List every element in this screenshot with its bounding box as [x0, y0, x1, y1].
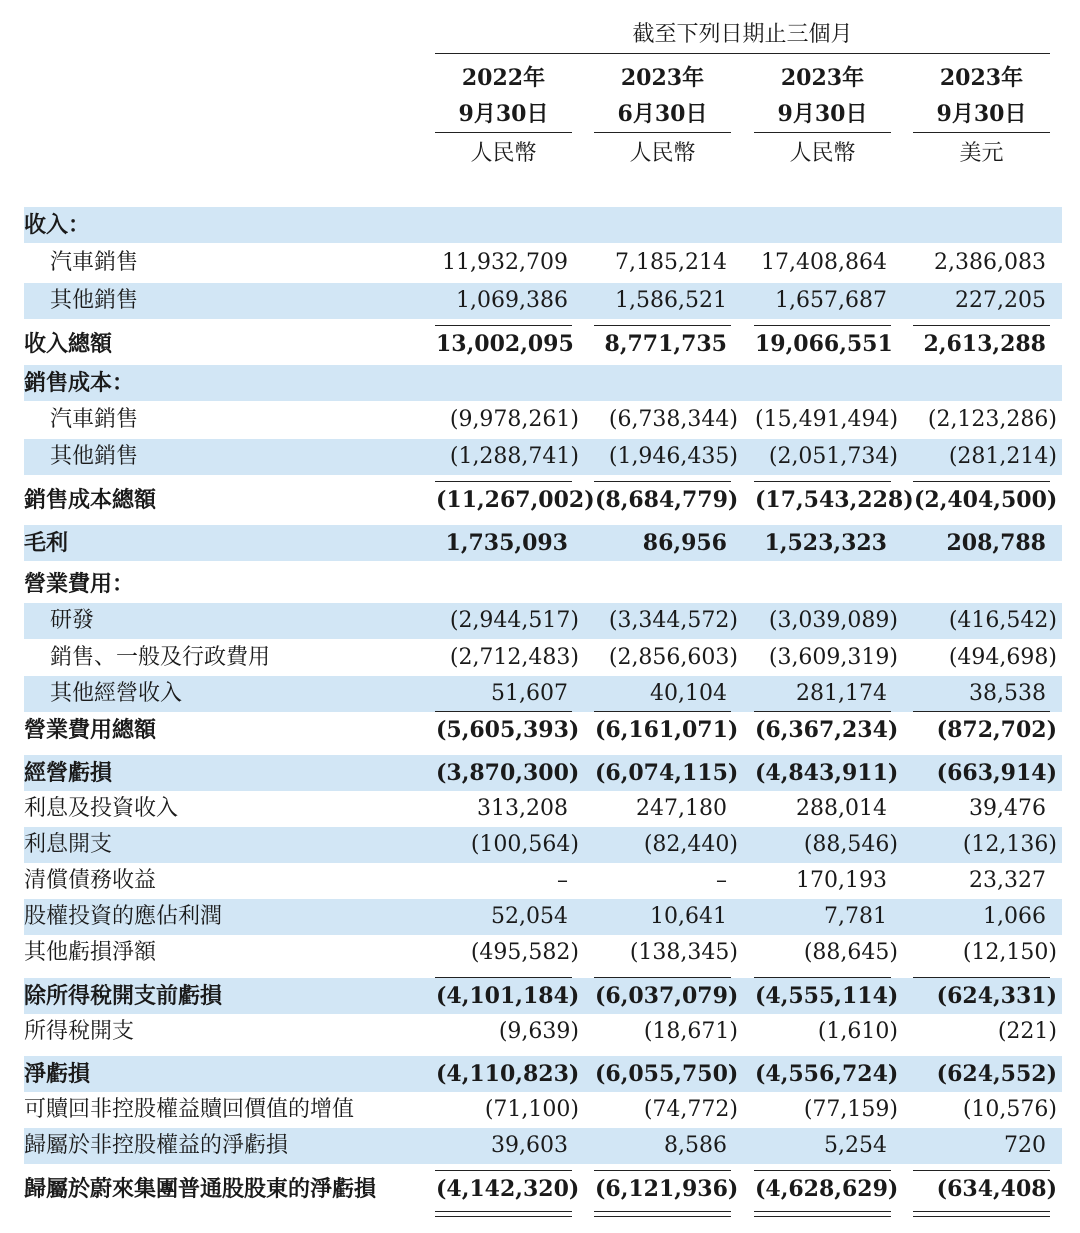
column-date: 9月30日 — [777, 101, 868, 127]
table-row-total — [24, 755, 1062, 791]
subtotal-rule — [913, 481, 1050, 482]
subtotal-rule — [754, 1170, 891, 1171]
column-header-3 — [754, 60, 891, 175]
table-row-total — [24, 525, 1062, 561]
subtotal-rule — [913, 325, 1050, 326]
subtotal-rule — [754, 481, 891, 482]
row-label: 其他銷售 — [50, 444, 139, 469]
row-label: 股權投資的應佔利潤 — [24, 904, 223, 929]
column-year: 2023年 — [939, 65, 1024, 91]
row-value: 51,607 — [491, 681, 568, 706]
row-value: (17,543,228) — [755, 487, 914, 513]
row-value: (3,609,319) — [768, 645, 898, 670]
row-value: 5,254 — [824, 1133, 887, 1158]
table-row-grand-total — [24, 1171, 1062, 1207]
row-value: (495,582) — [470, 940, 579, 965]
row-value: 7,781 — [824, 904, 887, 929]
row-value: 313,208 — [477, 796, 568, 821]
column-date: 9月30日 — [458, 101, 549, 127]
row-label: 所得稅開支 — [24, 1019, 135, 1044]
row-value: (4,843,911) — [755, 760, 899, 786]
row-value: (1,946,435) — [608, 444, 738, 469]
period-title: 截至下列日期止三個月 — [632, 22, 853, 47]
column-rule — [913, 132, 1050, 133]
row-value: 1,735,093 — [445, 530, 568, 556]
row-value: 1,586,521 — [615, 288, 727, 313]
row-label: 毛利 — [24, 530, 69, 556]
row-label: 利息開支 — [24, 832, 113, 857]
column-date: 9月30日 — [936, 101, 1027, 127]
row-label: 其他銷售 — [50, 288, 139, 313]
column-currency: 人民幣 — [629, 141, 696, 166]
subtotal-rule — [754, 711, 891, 712]
table-row — [24, 283, 1062, 319]
row-label: 汽車銷售 — [50, 407, 139, 432]
column-currency: 人民幣 — [470, 141, 537, 166]
subtotal-rule — [754, 977, 891, 978]
row-label: 利息及投資收入 — [24, 796, 179, 821]
column-currency: 美元 — [959, 141, 1004, 166]
row-label: 銷售成本： — [24, 370, 135, 396]
table-row — [24, 1092, 1062, 1128]
row-value: 208,788 — [946, 530, 1046, 556]
subtotal-rule — [913, 1170, 1050, 1171]
row-value: (18,671) — [643, 1019, 738, 1044]
column-rule — [594, 132, 731, 133]
row-value: (82,440) — [643, 832, 738, 857]
row-label: 研發 — [50, 608, 95, 633]
grand-total-double-rule — [754, 1211, 891, 1217]
column-rule — [435, 132, 572, 133]
table-row-total — [24, 978, 1062, 1014]
row-value: 1,523,323 — [764, 530, 887, 556]
row-value: (4,101,184) — [436, 983, 580, 1009]
row-value: (6,738,344) — [608, 407, 738, 432]
section-cost-heading — [24, 365, 1062, 401]
row-value: (416,542) — [948, 608, 1057, 633]
row-value: 13,002,095 — [436, 331, 574, 357]
row-value: (2,712,483) — [449, 645, 579, 670]
row-value: (2,123,286) — [927, 407, 1057, 432]
row-value: 19,066,551 — [755, 331, 893, 357]
row-label: 歸屬於非控股權益的淨虧損 — [24, 1133, 289, 1158]
row-value: (4,110,823) — [436, 1061, 580, 1087]
column-year: 2022年 — [461, 65, 546, 91]
row-value: – — [557, 868, 568, 893]
subtotal-rule — [435, 711, 572, 712]
row-value: 8,586 — [664, 1133, 727, 1158]
row-value: (1,610) — [817, 1019, 898, 1044]
row-value: 11,932,709 — [442, 250, 568, 275]
subtotal-rule — [594, 977, 731, 978]
table-row-total — [24, 1056, 1062, 1092]
row-label: 其他經營收入 — [50, 681, 183, 706]
row-value: (77,159) — [803, 1097, 898, 1122]
table-row — [24, 245, 1062, 281]
row-label: 收入： — [24, 212, 91, 238]
row-value: (4,555,114) — [755, 983, 899, 1009]
subtotal-rule — [594, 325, 731, 326]
row-value: 2,613,288 — [923, 331, 1046, 357]
row-value: (74,772) — [643, 1097, 738, 1122]
row-value: 23,327 — [969, 868, 1046, 893]
subtotal-rule — [435, 325, 572, 326]
row-value: (88,645) — [803, 940, 898, 965]
row-value: (3,039,089) — [768, 608, 898, 633]
subtotal-rule — [435, 1170, 572, 1171]
table-row — [24, 899, 1062, 935]
column-rule — [754, 132, 891, 133]
subtotal-rule — [913, 977, 1050, 978]
subtotal-rule — [594, 1170, 731, 1171]
row-value: (663,914) — [936, 760, 1057, 786]
row-value: (3,344,572) — [608, 608, 738, 633]
row-value: 38,538 — [969, 681, 1046, 706]
row-label: 營業費用總額 — [24, 717, 157, 743]
table-row — [24, 640, 1062, 676]
row-value: 40,104 — [650, 681, 727, 706]
row-value: 720 — [1004, 1133, 1046, 1158]
row-value: 39,603 — [491, 1133, 568, 1158]
row-value: (138,345) — [629, 940, 738, 965]
subtotal-rule — [594, 481, 731, 482]
row-value: (11,267,002) — [436, 487, 595, 513]
row-value: (71,100) — [484, 1097, 579, 1122]
subtotal-rule — [435, 481, 572, 482]
subtotal-rule — [913, 711, 1050, 712]
row-value: 227,205 — [955, 288, 1046, 313]
row-value: (494,698) — [948, 645, 1057, 670]
row-value: 8,771,735 — [604, 331, 727, 357]
row-value: (6,074,115) — [595, 760, 739, 786]
row-label: 營業費用： — [24, 571, 135, 597]
row-label: 淨虧損 — [24, 1061, 91, 1087]
row-label: 清償債務收益 — [24, 868, 157, 893]
grand-total-double-rule — [913, 1211, 1050, 1217]
column-year: 2023年 — [620, 65, 705, 91]
section-revenue-heading — [24, 207, 1062, 243]
table-row — [24, 827, 1062, 863]
table-row — [24, 791, 1062, 827]
row-value: (4,628,629) — [755, 1176, 899, 1202]
row-value: (4,142,320) — [436, 1176, 580, 1202]
row-value: (88,546) — [803, 832, 898, 857]
row-value: (624,331) — [936, 983, 1057, 1009]
row-value: (221) — [997, 1019, 1057, 1044]
section-opex-heading — [24, 566, 1062, 602]
row-value: (6,161,071) — [595, 717, 739, 743]
row-value: (5,605,393) — [436, 717, 580, 743]
row-value: 170,193 — [796, 868, 887, 893]
row-label: 除所得稅開支前虧損 — [24, 983, 223, 1009]
row-value: 52,054 — [491, 904, 568, 929]
row-value: 1,069,386 — [456, 288, 568, 313]
table-row — [24, 935, 1062, 971]
subtotal-rule — [435, 977, 572, 978]
table-row-total — [24, 482, 1062, 518]
row-value: (2,944,517) — [449, 608, 579, 633]
table-row — [24, 863, 1062, 899]
row-label: 銷售、一般及行政費用 — [50, 645, 271, 670]
row-label: 其他虧損淨額 — [24, 940, 157, 965]
row-value: 1,066 — [983, 904, 1046, 929]
column-header-2 — [594, 60, 731, 175]
row-value: (8,684,779) — [595, 487, 739, 513]
table-row-total — [24, 712, 1062, 748]
column-header-1 — [435, 60, 572, 175]
row-value: (6,037,079) — [595, 983, 739, 1009]
row-value: (6,367,234) — [755, 717, 899, 743]
row-value: (2,051,734) — [768, 444, 898, 469]
row-value: (12,136) — [962, 832, 1057, 857]
row-value: (2,856,603) — [608, 645, 738, 670]
column-header-4 — [913, 60, 1050, 175]
row-value: (1,288,741) — [449, 444, 579, 469]
table-row — [24, 1128, 1062, 1164]
row-value: (4,556,724) — [755, 1061, 899, 1087]
row-label: 歸屬於蔚來集團普通股股東的淨虧損 — [24, 1176, 377, 1202]
row-label: 經營虧損 — [24, 760, 113, 786]
column-year: 2023年 — [780, 65, 865, 91]
table-row — [24, 676, 1062, 712]
row-label: 銷售成本總額 — [24, 487, 157, 513]
column-currency: 人民幣 — [789, 141, 856, 166]
row-value: (624,552) — [936, 1061, 1057, 1087]
row-value: (15,491,494) — [755, 407, 899, 432]
row-label: 汽車銷售 — [50, 250, 139, 275]
row-value: (872,702) — [936, 717, 1057, 743]
column-date: 6月30日 — [617, 101, 708, 127]
row-value: 10,641 — [650, 904, 727, 929]
subtotal-rule — [754, 325, 891, 326]
row-label: 收入總額 — [24, 331, 113, 357]
row-value: (6,121,936) — [595, 1176, 739, 1202]
row-value: (10,576) — [962, 1097, 1057, 1122]
row-value: 1,657,687 — [775, 288, 887, 313]
table-row — [24, 402, 1062, 438]
row-value: 281,174 — [796, 681, 887, 706]
subtotal-rule — [594, 711, 731, 712]
grand-total-double-rule — [435, 1211, 572, 1217]
row-value: 247,180 — [636, 796, 727, 821]
row-value: 86,956 — [642, 530, 727, 556]
row-value: 17,408,864 — [761, 250, 887, 275]
row-value: (100,564) — [470, 832, 579, 857]
grand-total-double-rule — [594, 1211, 731, 1217]
row-value: (634,408) — [936, 1176, 1057, 1202]
row-value: (2,404,500) — [914, 487, 1058, 513]
period-rule — [435, 53, 1050, 54]
row-label: 可贖回非控股權益贖回價值的增值 — [24, 1097, 355, 1122]
row-value: (9,639) — [498, 1019, 579, 1044]
row-value: (9,978,261) — [449, 407, 579, 432]
row-value: (281,214) — [948, 444, 1057, 469]
row-value: (12,150) — [962, 940, 1057, 965]
table-row-total — [24, 326, 1062, 362]
table-row — [24, 603, 1062, 639]
table-row — [24, 439, 1062, 475]
row-value: 2,386,083 — [934, 250, 1046, 275]
row-value: 39,476 — [969, 796, 1046, 821]
row-value: (6,055,750) — [595, 1061, 739, 1087]
row-value: 288,014 — [796, 796, 887, 821]
row-value: (3,870,300) — [436, 760, 580, 786]
row-value: 7,185,214 — [615, 250, 727, 275]
table-row — [24, 1014, 1062, 1050]
row-value: – — [716, 868, 727, 893]
